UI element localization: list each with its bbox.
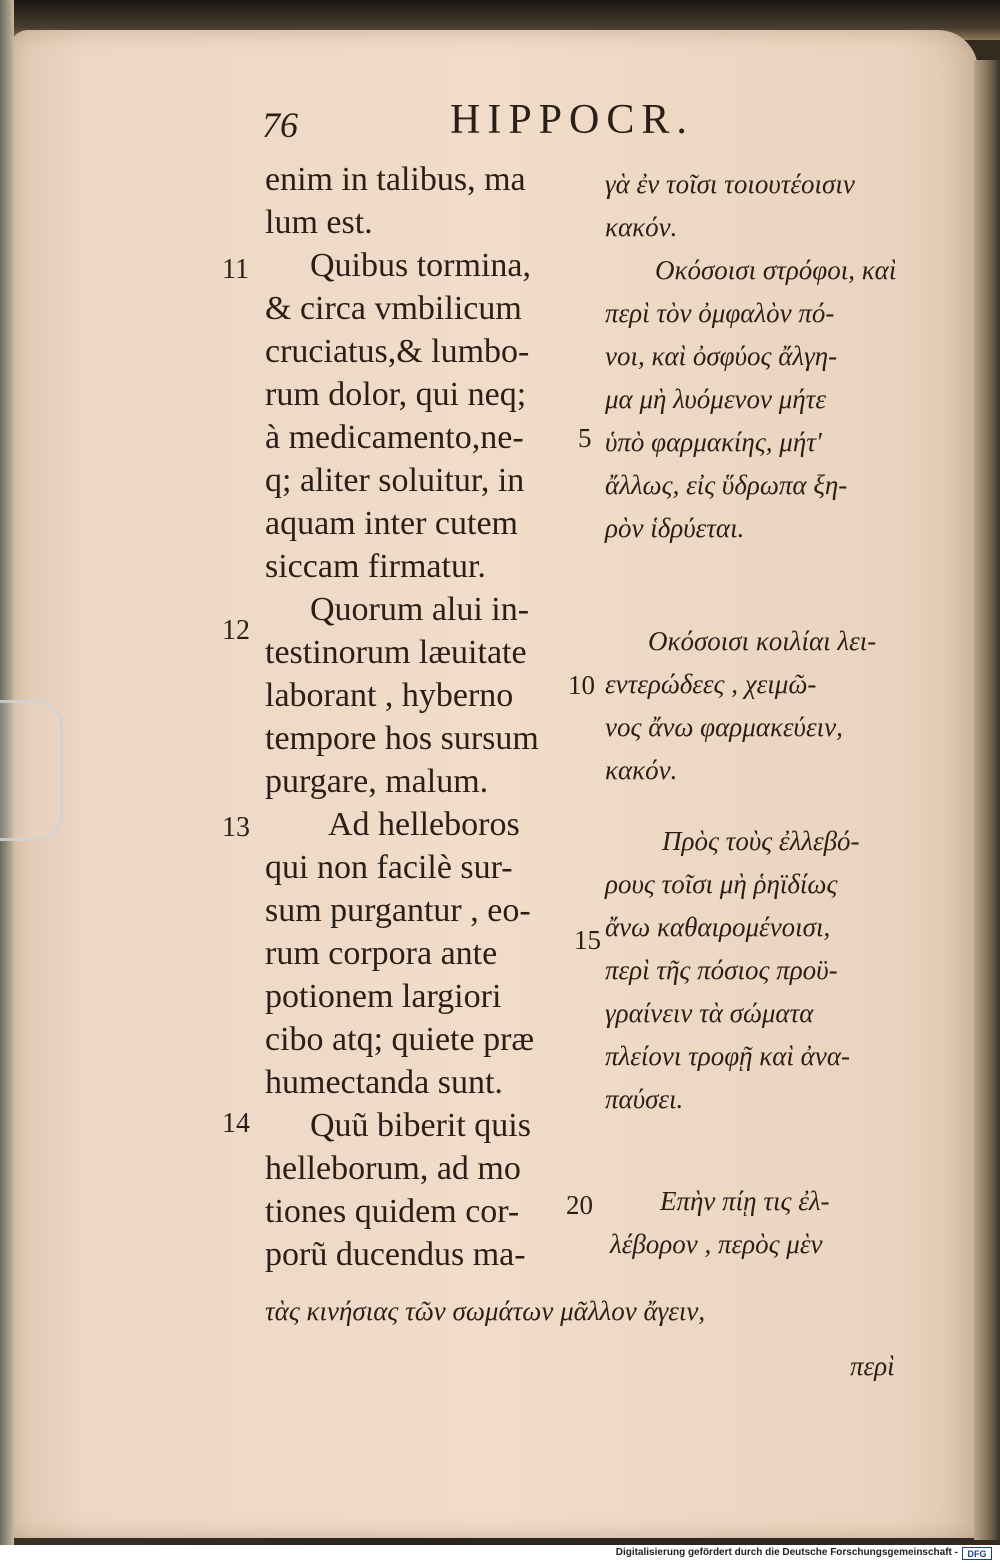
line-number: 5	[578, 423, 592, 453]
greek-line: εντερώδεες , χειμῶ-	[605, 669, 817, 699]
latin-line: purgare, malum.	[265, 763, 489, 800]
line-number: 10	[568, 670, 595, 700]
book-right-edge	[974, 60, 1000, 1540]
latin-line: à medicamento,ne-	[265, 419, 524, 456]
section-number: 12	[222, 615, 250, 646]
greek-line: νος ἄνω φαρμακεύειν,	[605, 712, 843, 742]
greek-line: περὶ τὸν ὀμφαλὸν πό-	[605, 298, 835, 328]
latin-line: Quorum alui in-	[310, 591, 530, 628]
line-number: 20	[566, 1190, 593, 1220]
greek-line: κακόν.	[605, 212, 678, 242]
greek-line: Πρὸς τοὺς ἐλλεβό-	[662, 826, 860, 856]
latin-line: tiones quidem cor-	[265, 1193, 520, 1230]
latin-line: aquam inter cutem	[265, 505, 519, 542]
section-number: 11	[222, 254, 249, 285]
digitization-credit: Digitalisierung gefördert durch die Deutsche Forschungsgemeinschaft -	[615, 1547, 958, 1558]
latin-line: helleborum, ad mo	[265, 1150, 521, 1187]
latin-line: rum dolor, qui neq;	[265, 376, 527, 413]
greek-full-line: τὰς κινήσιας τῶν σωμάτων μᾶλλον ἄγειν,	[265, 1296, 706, 1326]
section-number: 13	[222, 812, 250, 843]
greek-line: ἄνω καθαιρομένοισι,	[605, 912, 831, 942]
page-number: 76	[262, 105, 298, 145]
greek-line: Επὴν πίῃ τις ἐλ-	[660, 1186, 830, 1216]
greek-line: γὰ ἐν τοῖσι τοιουτέοισιν	[605, 169, 855, 199]
page-clip	[0, 700, 63, 841]
latin-line: testinorum læuitate	[265, 634, 527, 671]
latin-line: humectanda sunt.	[265, 1064, 503, 1101]
latin-line: & circa vmbilicum	[265, 290, 522, 327]
greek-line: ρους τοῖσι μὴ ῥηϊδίως	[605, 869, 838, 899]
greek-line: νοι, καὶ ὀσφύος ἄλγη-	[605, 341, 838, 371]
greek-line: γραίνειν τὰ σώματα	[605, 998, 814, 1028]
latin-line: cibo atq; quiete præ	[265, 1021, 535, 1058]
greek-line: Οκόσοισι στρόφοι, καὶ	[655, 255, 897, 285]
dfg-logo: DFG	[962, 1547, 992, 1560]
greek-line: παύσει.	[605, 1084, 684, 1114]
latin-line: porũ ducendus ma-	[265, 1236, 526, 1273]
greek-line: περὶ τῆς πόσιος προϋ-	[605, 955, 838, 985]
catchword: περὶ	[850, 1351, 895, 1381]
greek-line: λέβορον , περὸς μὲν	[610, 1229, 823, 1259]
greek-line: ρὸν ἱδρύεται.	[605, 513, 745, 543]
latin-line: lum est.	[265, 204, 373, 241]
latin-line: Quibus tormina,	[310, 247, 531, 284]
greek-line: μα μὴ λυόμενον μήτε	[605, 384, 826, 414]
running-title: HIPPOCR.	[450, 97, 694, 143]
latin-line: q; aliter soluitur, in	[265, 462, 525, 499]
latin-line: cruciatus,& lumbo-	[265, 333, 530, 370]
latin-line: potionem largiori	[265, 978, 502, 1015]
greek-line: κακόν.	[605, 755, 678, 785]
latin-line: tempore hos sursum	[265, 720, 539, 757]
section-number: 14	[222, 1108, 250, 1139]
latin-line: qui non facilè sur-	[265, 849, 513, 886]
latin-line: Ad helleboros	[328, 806, 520, 843]
latin-line: rum corpora ante	[265, 935, 498, 972]
latin-line: siccam firmatur.	[265, 548, 486, 585]
line-number: 15	[574, 925, 601, 955]
greek-line: ὑπὸ φαρμακίης, μήτ'	[605, 427, 822, 457]
latin-line: laborant , hyberno	[265, 677, 514, 714]
greek-line: πλείονι τροφῇ καὶ ἀνα-	[605, 1041, 851, 1071]
latin-line: enim in talibus, ma	[265, 161, 526, 198]
greek-line: ἄλλως, εἰς ὕδρωπα ξη-	[605, 470, 848, 500]
latin-line: sum purgantur , eo-	[265, 892, 531, 929]
greek-line: Οκόσοισι κοιλίαι λει-	[648, 626, 877, 656]
latin-line: Quũ biberit quis	[310, 1107, 531, 1144]
